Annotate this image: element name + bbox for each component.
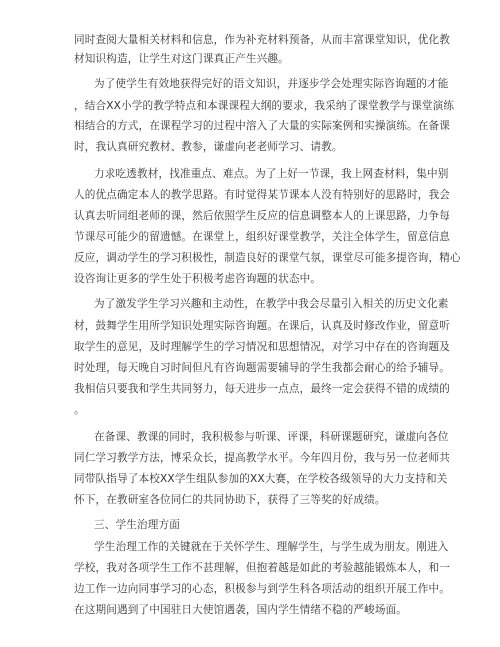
text-line: 为了激发学生学习兴趣和主动性，在教学中我会尽量引入相关的历史文化素 [94,298,449,310]
text-line: 学校，我对各项学生工作不甚理解，但抱着越是如此的考验越能锻炼本人，和一 [74,562,451,574]
text-line: ，结合XX小学的教学特点和本课课程大纲的要求，我采纳了课堂教学与课堂演练 [74,100,455,112]
section-heading: 三、学生治理方面 [94,519,180,531]
text-line: 在这期间遇到了中国驻日大使馆遇袭，国内学生情绪不稳的严峻场面。 [74,604,408,616]
text-line: 人的优点确定本人的教学思路。有时觉得某节课本人没有特别好的思路时，我会 [74,189,451,201]
text-line: 。 [74,404,85,416]
text-line: 时处理，每天晚自习时间但凡有咨询题需要辅导的学生我都会耐心的给予辅导。 [74,362,451,374]
text-line: 为了使学生有效地获得完好的语文知识，并逐步学会处理实际咨询题的才能 [94,78,449,90]
text-line: 同仁学习教学方法，博采众长，提高教学水平。今年四月份，我与另一位老师共 [74,452,451,464]
text-line: 取学生的意见，及时理解学生的学习情况和思想情况，对学习中存在的咨询题及 [74,341,451,353]
text-line: 我相信只要我和学生共同努力，每天进步一点点，最终一定会获得不错的成绩的 [74,383,451,395]
text-line: 相结合的方式，在课程学习的过程中溶入了大量的实际案例和实操演练。在备课 [74,120,451,132]
text-line: 力求吃透教材，找准重点、难点。为了上好一节课，我上网查材料，集中别 [94,168,449,180]
text-line: 怀下，在教研室各位同仁的共同协助下，获得了三等奖的好成绩。 [74,494,386,506]
text-line: 在备课、教课的同时，我积极参与听课、评课，科研课题研究，谦虚向各位 [94,431,449,443]
text-line: 学生治理工作的关键就在于关怀学生、理解学生，与学生成为朋友。刚进入 [94,541,449,553]
text-line: 同带队指导了本校XX学生组队参加的XX大赛，在学校各级领导的大力支持和关 [74,473,448,485]
text-line: 设咨询让更多的学生处于积极考虑咨询题的状态中。 [74,273,322,285]
text-line: 同时查阅大量相关材料和信息，作为补充材料预备，从而丰富课堂知识，优化教 [74,34,451,46]
text-line: 反应，调动学生的学习积极性，制造良好的课堂气氛，课堂尽可能多提咨询，精心 [74,252,461,264]
text-line: 时，我认真研究教材、教参，谦虚向老老师学习、请教。 [74,141,343,153]
text-line: 节课尽可能少的留遗憾。在课堂上，组织好课堂教学，关注全体学生，留意信息 [74,231,451,243]
text-line: 材知识构造，让学生对这门课真正产生兴趣。 [74,53,289,65]
text-line: 边工作一边向同事学习的心态，积极参与到学生科各项活动的组织开展工作中。 [74,583,451,595]
text-line: 材，鼓舞学生用所学知识处理实际咨询题。在课后，认真及时修改作业，留意听 [74,320,451,332]
text-line: 认真去听同组老师的课，然后依照学生反应的信息调整本人的上课思路，力争每 [74,210,451,222]
